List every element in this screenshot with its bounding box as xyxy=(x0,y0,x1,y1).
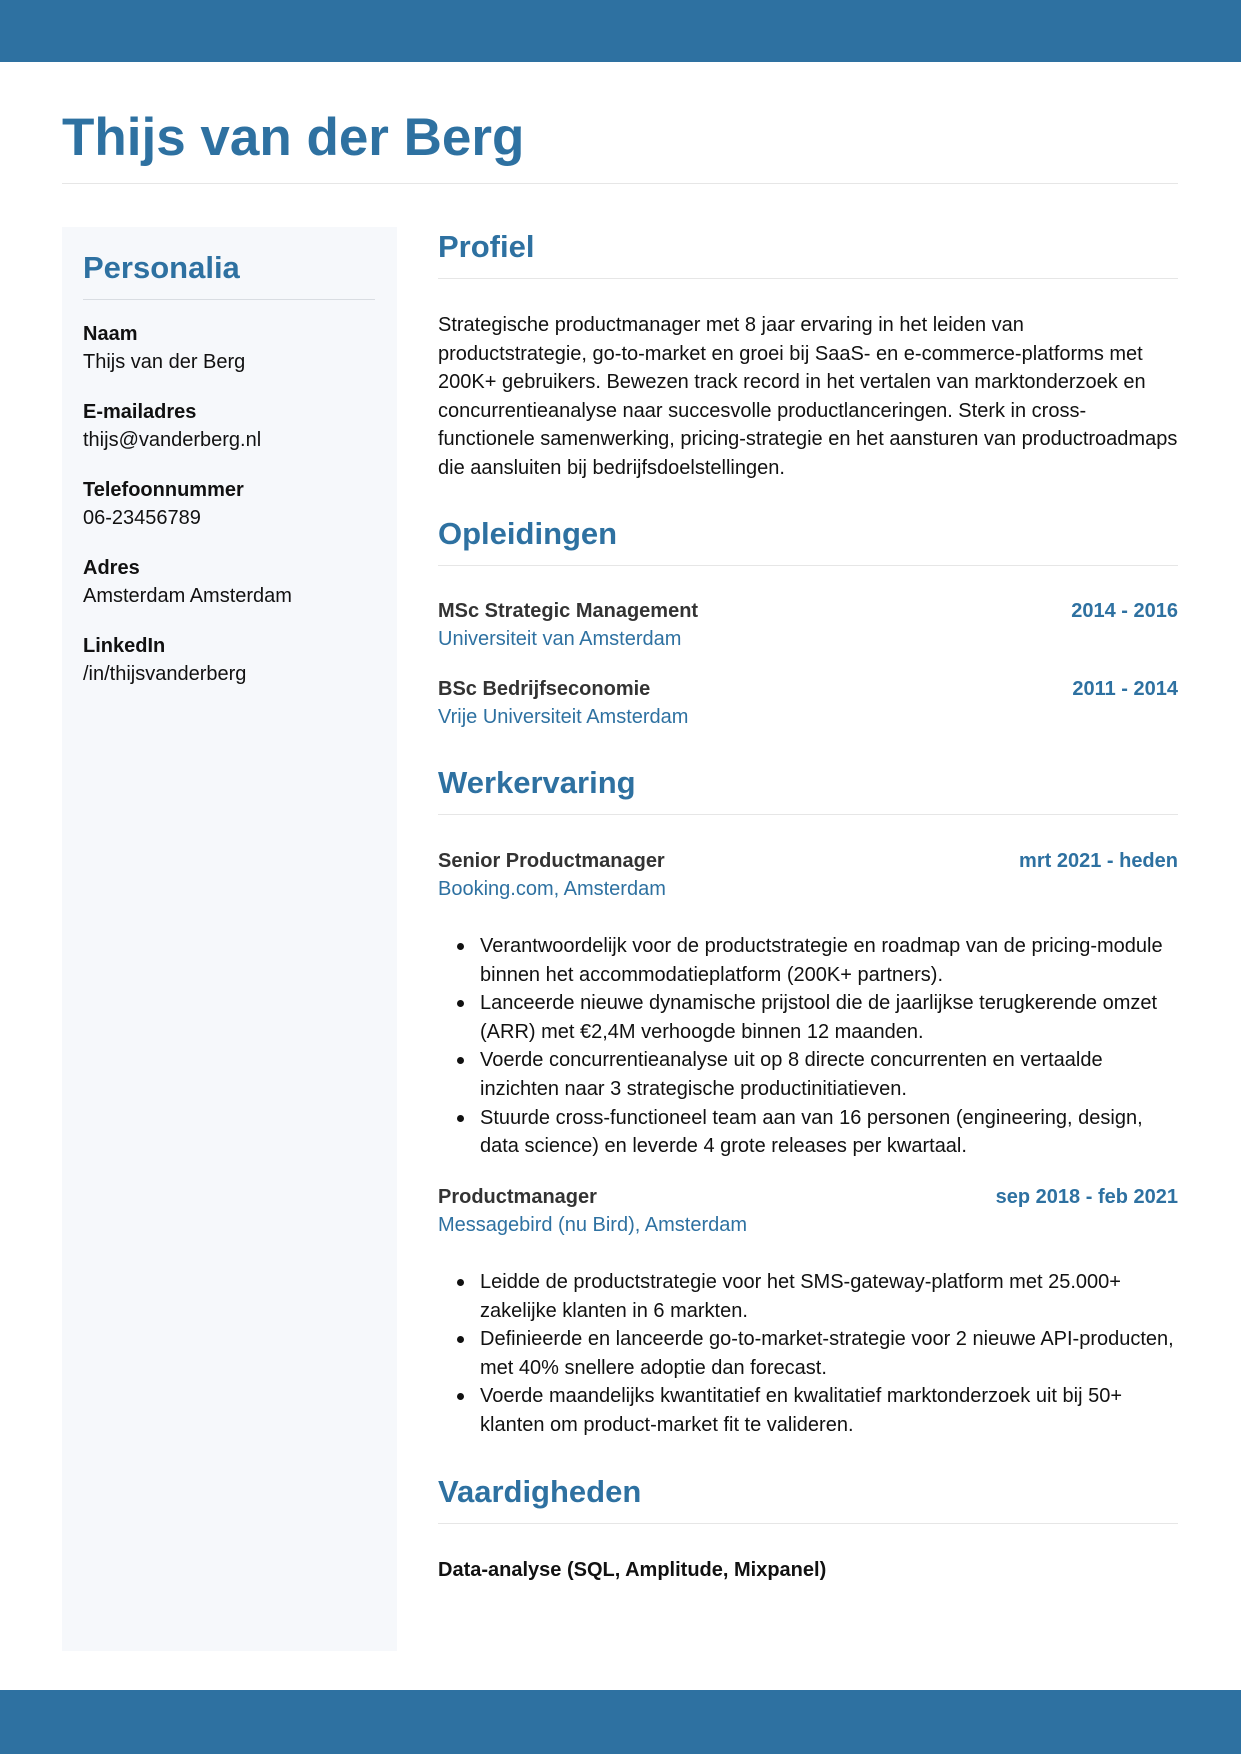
job-company: Booking.com, Amsterdam xyxy=(438,878,666,900)
job-dates: sep 2018 - feb 2021 xyxy=(995,1186,1178,1208)
field-value: Thijs van der Berg xyxy=(83,351,246,373)
field-linkedin xyxy=(83,632,378,688)
field-phone xyxy=(83,476,378,532)
job-entry-header xyxy=(438,1183,1178,1211)
education-dates: 2014 - 2016 xyxy=(1071,600,1178,622)
degree-title: MSc Strategic Management xyxy=(438,600,699,622)
field-address xyxy=(83,554,378,610)
skill-item: Data-analyse (SQL, Amplitude, Mixpanel) xyxy=(438,1559,827,1581)
section-divider xyxy=(438,565,1178,566)
list-item: Verantwoordelijk voor de productstrategie en roadmap van de pricing-module binnen het accommodatieplatform (200K+ partners). xyxy=(438,932,1178,989)
list-item: Definieerde en lanceerde go-to-market-strategie voor 2 nieuwe API-producten, met 40% snellere adoptie dan forecast. xyxy=(438,1325,1178,1382)
field-label: Adres xyxy=(83,557,140,579)
school-name: Vrije Universiteit Amsterdam xyxy=(438,706,689,728)
job-bullet-list xyxy=(438,932,1178,1161)
education-entry-header xyxy=(438,597,1178,625)
job-entry-header xyxy=(438,847,1178,875)
job-role: Senior Productmanager xyxy=(438,850,665,872)
school-name: Universiteit van Amsterdam xyxy=(438,628,682,650)
job-bullet-list xyxy=(438,1268,1178,1440)
section-divider xyxy=(438,278,1178,279)
list-item: Voerde concurrentieanalyse uit op 8 directe concurrenten en vertaalde inzichten naar 3 strategische productinitiatieven. xyxy=(438,1046,1178,1103)
field-value: 06-23456789 xyxy=(83,507,201,529)
sidebar-title: Personalia xyxy=(83,250,240,285)
list-item: Leidde de productstrategie voor het SMS-gateway-platform met 25.000+ zakelijke klanten in 6 markten. xyxy=(438,1268,1178,1325)
section-title-skills: Vaardigheden xyxy=(438,1474,642,1509)
degree-title: BSc Bedrijfseconomie xyxy=(438,678,651,700)
personal-details-sidebar xyxy=(62,227,397,1651)
section-divider xyxy=(438,814,1178,815)
education-dates: 2011 - 2014 xyxy=(1072,678,1178,700)
field-email xyxy=(83,398,378,454)
job-company: Messagebird (nu Bird), Amsterdam xyxy=(438,1214,748,1236)
field-label: LinkedIn xyxy=(83,635,166,657)
list-item: Stuurde cross-functioneel team aan van 16 personen (engineering, design, data science) en leverde 4 grote releases per kwartaal. xyxy=(438,1104,1178,1161)
field-name xyxy=(83,320,378,376)
field-label: E-mailadres xyxy=(83,401,197,423)
list-item: Voerde maandelijks kwantitatief en kwalitatief marktonderzoek uit bij 50+ klanten om product-market fit te valideren. xyxy=(438,1382,1178,1439)
sidebar-divider xyxy=(83,299,375,300)
field-value: /in/thijsvanderberg xyxy=(83,663,247,685)
section-title-education: Opleidingen xyxy=(438,516,618,551)
page-title: Thijs van der Berg xyxy=(62,108,525,167)
job-role: Productmanager xyxy=(438,1186,597,1208)
bottom-bar xyxy=(0,1690,1241,1754)
field-value: thijs@vanderberg.nl xyxy=(83,429,262,451)
field-label: Naam xyxy=(83,323,138,345)
education-entry-header xyxy=(438,675,1178,703)
profile-text: Strategische productmanager met 8 jaar ervaring in het leiden van productstrategie, go-to-market en groei bij SaaS- en e-commerce-platforms met 200K+ gebruikers. Bewezen track record in het vertalen van marktonderzoek en concurrentieanalyse naar succesvolle productlanceringen. Sterk in cross-functionele samenwerking, pricing-strategie en het aansturen van productroadmaps die aansluiten bij bedrijfsdoelstellingen. xyxy=(438,314,1178,479)
section-title-experience: Werkervaring xyxy=(438,765,636,800)
job-dates: mrt 2021 - heden xyxy=(1019,850,1178,872)
top-bar xyxy=(0,0,1241,62)
section-title-profile: Profiel xyxy=(438,229,535,264)
section-divider xyxy=(438,1523,1178,1524)
field-label: Telefoonnummer xyxy=(83,479,244,501)
title-divider xyxy=(62,183,1178,184)
list-item: Lanceerde nieuwe dynamische prijstool die de jaarlijkse terugkerende omzet (ARR) met €2,4M verhoogde binnen 12 maanden. xyxy=(438,989,1178,1046)
field-value: Amsterdam Amsterdam xyxy=(83,585,292,607)
